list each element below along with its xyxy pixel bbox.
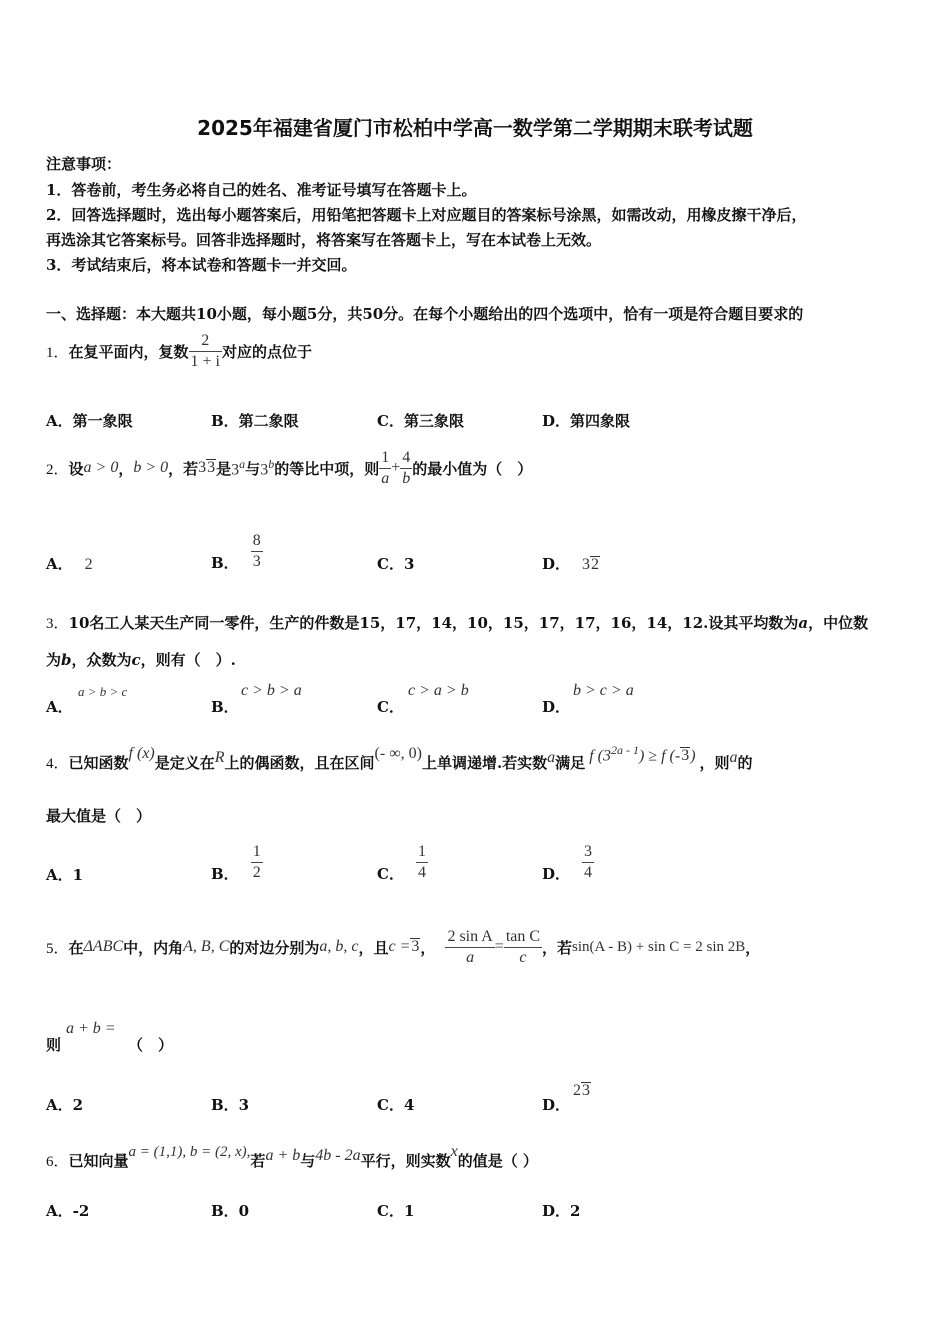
question-4-cont: 最大值是（ ）: [46, 807, 152, 825]
notice-item: 2．回答选择题时，选出每小题答案后，用铅笔把答题卡上对应题目的答案标号涂黑，如需改动，用橡皮擦干净后，: [46, 206, 807, 224]
question-3-cont: 为b，众数为c，则有（ ）.: [46, 651, 236, 669]
fraction: $\frac{\text{2 sin A}}{a}$: [447, 927, 493, 966]
option-a[interactable]: A．2: [46, 1096, 84, 1114]
math-expr: 33: [198, 459, 216, 476]
math-expr: 3$^b$: [260, 456, 275, 479]
option-d[interactable]: D． 32: [542, 555, 600, 573]
math-expr: a + b =: [66, 1020, 116, 1037]
question-text: 设: [68, 459, 84, 478]
option-c[interactable]: C．1: [377, 1202, 415, 1220]
math-expr: +: [391, 459, 401, 476]
notice-item: 3．考试结束后，将本试卷和答题卡一并交回。: [46, 256, 357, 274]
fraction: $\frac{\text{tan C}}{c}$: [505, 927, 541, 966]
question-6: 6． 已知向量 a = (1,1), b = (2, x), 若 a + b 与 4b - 2a 平行，则实数 x 的值是（ ）: [46, 1143, 538, 1170]
option-b[interactable]: B． $\frac{1}{2}$: [211, 842, 261, 883]
question-number: 2．: [46, 461, 69, 478]
notice-item: 1．答卷前，考生务必将自己的姓名、准考证号填写在答题卡上。: [46, 181, 477, 199]
section-heading: 一、选择题：本大题共10小题，每小题5分，共50分。在每个小题给出的四个选项中，恰有一项是符合题目要求的: [46, 305, 804, 323]
option-a-expr: a > b > c: [78, 684, 128, 699]
fraction: $\frac{4}{b}$: [402, 448, 411, 487]
option-d[interactable]: D． $\frac{3}{4}$: [542, 842, 593, 883]
fraction: $\frac{1}{a}$: [381, 448, 390, 487]
option-d-expr: b > c > a: [573, 682, 634, 699]
math-expr: 3$^a$: [231, 456, 246, 479]
question-text: ，若: [168, 459, 199, 478]
question-text: 与: [245, 459, 261, 478]
page-title: 2025年福建省厦门市松柏中学高一数学第二学期期末联考试题: [197, 116, 753, 140]
fraction: $\frac{2}{1 + i}$: [190, 331, 220, 370]
option-a[interactable]: A．1: [46, 866, 84, 884]
question-text: ，: [118, 459, 134, 478]
option-b[interactable]: B． $\frac{8}{3}$: [211, 531, 261, 572]
question-text: 的等比中项，则: [274, 459, 380, 478]
option-d[interactable]: D．: [542, 698, 571, 716]
option-a[interactable]: A．: [46, 698, 73, 716]
option-b[interactable]: B．3: [211, 1096, 250, 1114]
option-c[interactable]: C．第三象限: [377, 412, 464, 430]
option-b-expr: c > b > a: [241, 682, 302, 699]
math-expr: b > 0: [133, 459, 169, 476]
question-5: 5． 在 ΔABC 中，内角 A, B, C 的对边分别为 a, b, c ，且 c =3 ， $\frac{\text{2 sin A}}{a}$ = $\frac{\text{tan C}}{c}$ ，若 sin(A - B) + sin C = 2 sin 2B ，: [46, 927, 761, 966]
option-a[interactable]: A．第一象限: [46, 412, 133, 430]
math-expr: a > 0: [83, 459, 119, 476]
question-text: 在复平面内，复数: [68, 342, 189, 361]
option-c[interactable]: C．: [377, 698, 404, 716]
option-d[interactable]: D．第四象限: [542, 412, 631, 430]
option-c[interactable]: C． $\frac{1}{4}$: [377, 842, 426, 883]
question-3: 3．10名工人某天生产同一零件，生产的件数是15，17，14，10，15，17，17，16，14，12.设其平均数为a，中位数: [46, 614, 869, 632]
notice-heading: 注意事项：: [46, 155, 122, 173]
question-2: [46, 443, 532, 493]
question-text: 是: [216, 459, 232, 478]
question-text: 对应的点位于: [222, 342, 313, 361]
fraction: $\frac{8}{3}$: [252, 531, 261, 570]
notice-item: 再选涂其它答案标号。回答非选择题时，将答案写在答题卡上，写在本试卷上无效。: [46, 231, 602, 249]
answer-paren: （ ）: [128, 1036, 174, 1054]
question-1: [46, 326, 312, 376]
option-b[interactable]: B．0: [211, 1202, 250, 1220]
option-d[interactable]: D．: [542, 1096, 571, 1114]
option-c[interactable]: C．4: [377, 1096, 415, 1114]
option-a[interactable]: A．-2: [46, 1202, 90, 1220]
option-d-expr: 23: [573, 1082, 590, 1099]
option-b[interactable]: B．第二象限: [211, 412, 299, 430]
option-d[interactable]: D．2: [542, 1202, 581, 1220]
question-text: 的最小值为（ ）: [412, 459, 533, 478]
question-number: 1．: [46, 344, 69, 361]
option-c-expr: c > a > b: [408, 682, 469, 699]
option-a[interactable]: A． 2: [46, 555, 93, 573]
option-c[interactable]: C．3: [377, 555, 415, 573]
question-4: 4． 已知函数 f (x) 是定义在 R 上的偶函数，且在区间 (- ∞, 0) 上单调递增.若实数 a 满足 f $(3^{2a - 1}) \ge f$ (-3) ，则 a 的: [46, 742, 753, 772]
question-5-cont-label: 则: [46, 1036, 62, 1054]
option-b[interactable]: B．: [211, 698, 239, 716]
